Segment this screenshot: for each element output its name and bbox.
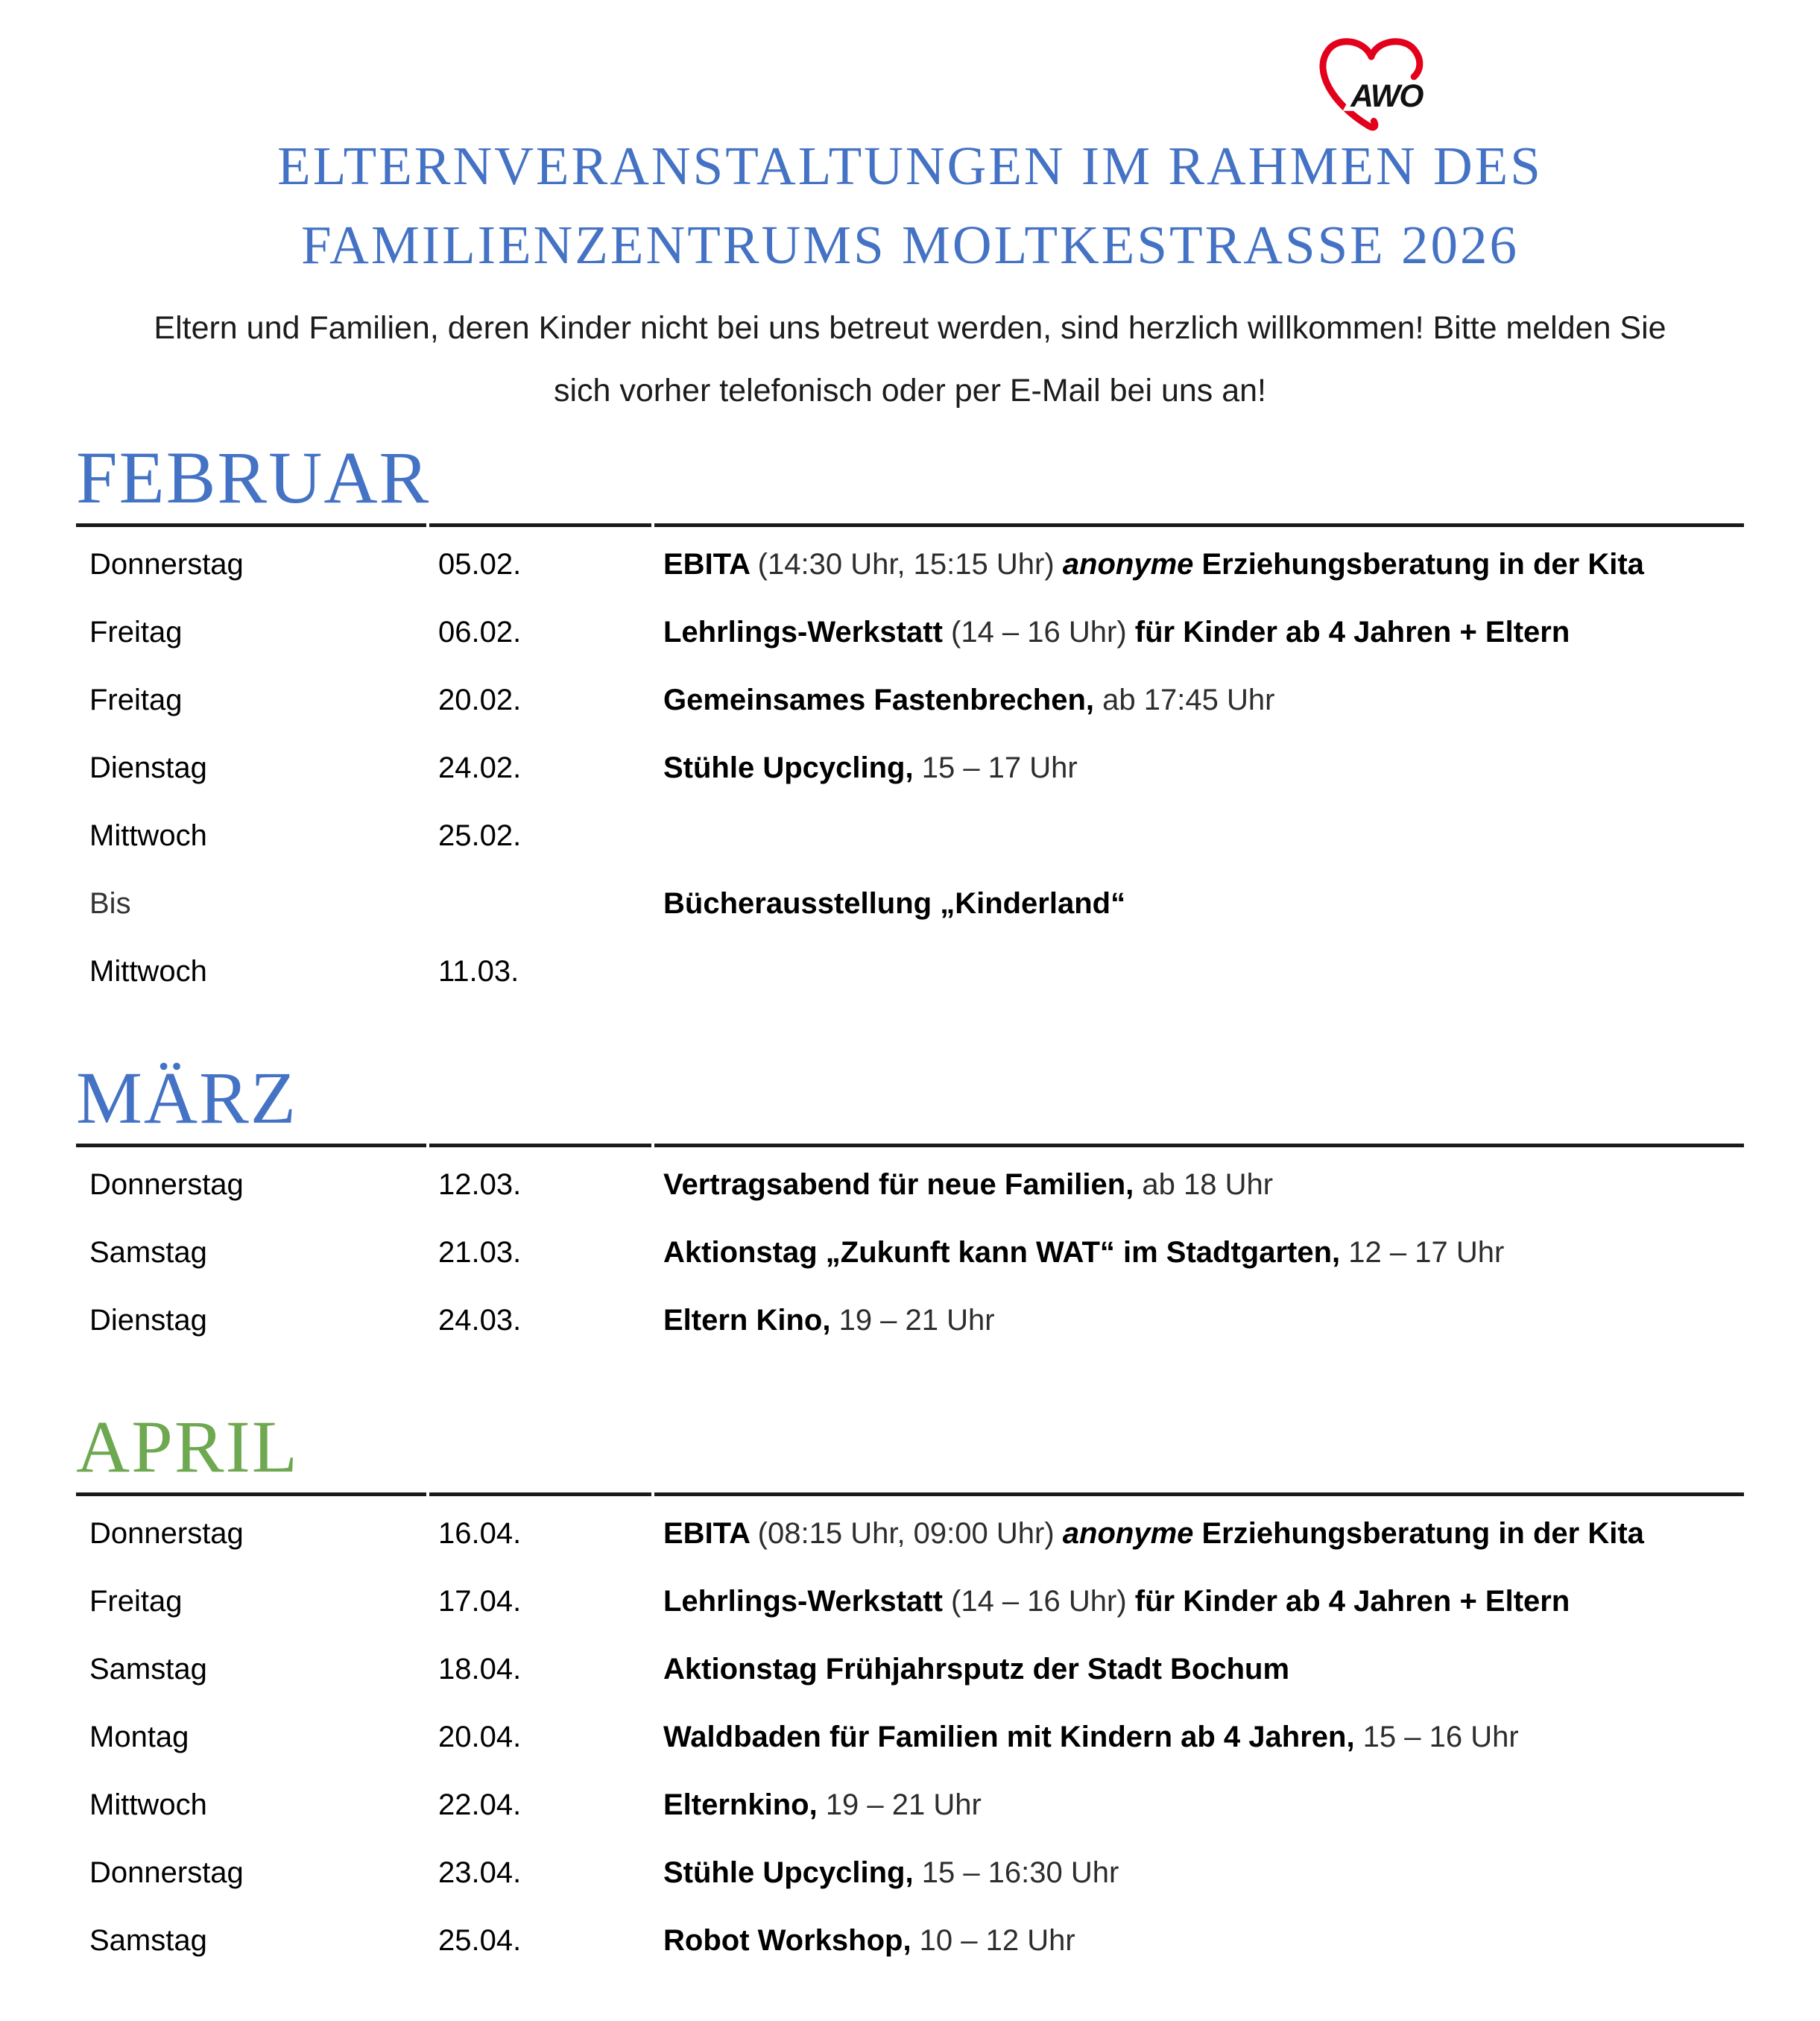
event-text-segment: Bücherausstellung „Kinderland“ — [663, 886, 1126, 920]
event-row — [76, 801, 1744, 869]
event-row — [76, 530, 1744, 598]
day-cell: Montag — [89, 1720, 189, 1753]
event-text-segment: für Kinder ab 4 Jahren + Eltern — [1134, 1584, 1570, 1618]
event-text-segment: (14:30 Uhr, 15:15 Uhr) — [757, 547, 1063, 581]
date-cell: 20.04. — [438, 1720, 522, 1753]
event-cell — [651, 546, 1744, 582]
border-segment — [76, 1492, 426, 1496]
event-text-segment: anonyme — [1062, 1516, 1202, 1550]
date-cell: 18.04. — [438, 1652, 522, 1686]
event-cell — [651, 886, 1744, 921]
event-text-segment: Stühle Upcycling, — [663, 751, 922, 784]
border-segment — [429, 523, 651, 527]
event-text-segment: Eltern Kino, — [663, 1303, 839, 1337]
date-cell: 25.02. — [438, 819, 522, 852]
date-cell: 23.04. — [438, 1856, 522, 1889]
event-row — [76, 598, 1744, 666]
event-cell — [651, 1787, 1744, 1823]
date-cell: 25.04. — [438, 1923, 522, 1957]
day-cell: Donnerstag — [89, 1167, 244, 1201]
event-cell — [651, 1235, 1744, 1270]
event-cell — [651, 1302, 1744, 1338]
event-row — [76, 1218, 1744, 1286]
event-text-segment: Robot Workshop, — [663, 1923, 920, 1957]
intro-text — [76, 297, 1744, 422]
event-cell — [651, 682, 1744, 718]
event-text-segment: EBITA — [663, 547, 758, 581]
table-top-border — [76, 523, 1744, 527]
event-row — [76, 1286, 1744, 1354]
date-cell: 24.02. — [438, 751, 522, 784]
event-row — [76, 869, 1744, 937]
event-cell — [651, 750, 1744, 786]
event-text-segment: 15 – 17 Uhr — [921, 751, 1078, 784]
event-text-segment: Waldbaden für Familien mit Kindern ab 4 Jahren, — [663, 1720, 1363, 1753]
awo-heart-logo — [1298, 34, 1444, 139]
date-cell: 20.02. — [438, 683, 522, 716]
intro-line2: sich vorher telefonisch oder per E-Mail bei uns an! — [553, 373, 1267, 409]
month-section — [76, 1056, 1744, 1354]
table-top-border — [76, 1144, 1744, 1147]
event-row — [76, 734, 1744, 801]
day-cell: Donnerstag — [89, 1516, 244, 1550]
date-cell: 06.02. — [438, 615, 522, 649]
date-cell: 11.03. — [438, 954, 519, 988]
event-text-segment: Erziehungsberatung in der Kita — [1201, 547, 1644, 581]
event-row — [76, 1635, 1744, 1703]
event-text-segment: (08:15 Uhr, 09:00 Uhr) — [757, 1516, 1063, 1550]
day-cell: Samstag — [89, 1923, 207, 1957]
event-text-segment: ab 17:45 Uhr — [1102, 683, 1275, 716]
day-cell: Samstag — [89, 1235, 207, 1269]
event-cell — [651, 1651, 1744, 1687]
month-section — [76, 436, 1744, 1005]
event-row — [76, 1150, 1744, 1218]
page-title-line1: ELTERNVERANSTALTUNGEN IM RAHMEN DES — [277, 136, 1543, 196]
border-segment — [76, 1144, 426, 1147]
border-segment — [654, 1144, 1744, 1147]
event-text-segment: 12 – 17 Uhr — [1348, 1235, 1505, 1269]
event-cell — [651, 1516, 1744, 1551]
date-cell: 22.04. — [438, 1788, 522, 1821]
month-heading: MÄRZ — [76, 1056, 297, 1139]
table-top-border — [76, 1492, 1744, 1496]
day-cell: Freitag — [89, 683, 183, 716]
event-text-segment: Aktionstag „Zukunft kann WAT“ im Stadtgarten, — [663, 1235, 1349, 1269]
event-row — [76, 666, 1744, 734]
event-row — [76, 1906, 1744, 1974]
event-text-segment: Erziehungsberatung in der Kita — [1201, 1516, 1644, 1550]
date-cell: 12.03. — [438, 1167, 522, 1201]
event-text-segment: Lehrlings-Werkstatt — [663, 615, 951, 649]
day-cell: Bis — [89, 886, 131, 920]
event-text-segment: Gemeinsames Fastenbrechen, — [663, 683, 1103, 716]
month-heading: APRIL — [76, 1405, 299, 1488]
date-cell: 21.03. — [438, 1235, 522, 1269]
month-section — [76, 1405, 1744, 1974]
day-cell: Dienstag — [89, 1303, 207, 1337]
event-text-segment: 15 – 16 Uhr — [1362, 1720, 1519, 1753]
event-row — [76, 1499, 1744, 1567]
border-segment — [76, 523, 426, 527]
page-title — [76, 0, 1744, 285]
event-row — [76, 1771, 1744, 1838]
event-cell — [651, 1855, 1744, 1891]
event-row — [76, 937, 1744, 1005]
event-text-segment: ab 18 Uhr — [1142, 1167, 1274, 1201]
border-segment — [429, 1492, 651, 1496]
event-text-segment: Stühle Upcycling, — [663, 1856, 922, 1889]
awo-logo — [1298, 34, 1444, 139]
event-cell — [651, 614, 1744, 650]
event-text-segment: Lehrlings-Werkstatt — [663, 1584, 951, 1618]
event-text-segment: Vertragsabend für neue Familien, — [663, 1167, 1143, 1201]
event-row — [76, 1838, 1744, 1906]
day-cell: Mittwoch — [89, 1788, 207, 1821]
month-heading: FEBRUAR — [76, 436, 431, 519]
event-text-segment: Aktionstag Frühjahrsputz der Stadt Bochum — [663, 1652, 1290, 1686]
border-segment — [654, 523, 1744, 527]
event-row — [76, 1703, 1744, 1771]
event-cell — [651, 1923, 1744, 1958]
day-cell: Mittwoch — [89, 954, 207, 988]
day-cell: Mittwoch — [89, 819, 207, 852]
date-cell: 17.04. — [438, 1584, 522, 1618]
day-cell: Freitag — [89, 1584, 183, 1618]
event-text-segment: 10 – 12 Uhr — [919, 1923, 1075, 1957]
event-text-segment: Elternkino, — [663, 1788, 826, 1821]
border-segment — [429, 1144, 651, 1147]
event-text-segment: anonyme — [1062, 547, 1202, 581]
event-cell — [651, 1719, 1744, 1755]
date-cell: 24.03. — [438, 1303, 522, 1337]
event-cell — [651, 1583, 1744, 1619]
event-text-segment: 19 – 21 Uhr — [825, 1788, 982, 1821]
day-cell: Dienstag — [89, 751, 207, 784]
day-cell: Samstag — [89, 1652, 207, 1686]
event-text-segment: (14 – 16 Uhr) — [951, 615, 1135, 649]
date-cell: 05.02. — [438, 547, 522, 581]
date-cell: 16.04. — [438, 1516, 522, 1550]
event-cell — [651, 1167, 1744, 1202]
event-text-segment: EBITA — [663, 1516, 758, 1550]
day-cell: Freitag — [89, 615, 183, 649]
event-text-segment: (14 – 16 Uhr) — [951, 1584, 1135, 1618]
event-text-segment: für Kinder ab 4 Jahren + Eltern — [1134, 615, 1570, 649]
event-text-segment: 19 – 21 Uhr — [838, 1303, 995, 1337]
intro-line1: Eltern und Familien, deren Kinder nicht bei uns betreut werden, sind herzlich willkommen! Bitte melden Sie — [154, 310, 1666, 346]
border-segment — [654, 1492, 1744, 1496]
awo-logo-text: AWO — [1350, 78, 1423, 113]
day-cell: Donnerstag — [89, 547, 244, 581]
event-text-segment: 15 – 16:30 Uhr — [921, 1856, 1119, 1889]
page-title-line2: FAMILIENZENTRUMS MOLTKESTRASSE 2026 — [300, 215, 1520, 275]
day-cell: Donnerstag — [89, 1856, 244, 1889]
schedule-sections — [76, 436, 1744, 1974]
event-row — [76, 1567, 1744, 1635]
